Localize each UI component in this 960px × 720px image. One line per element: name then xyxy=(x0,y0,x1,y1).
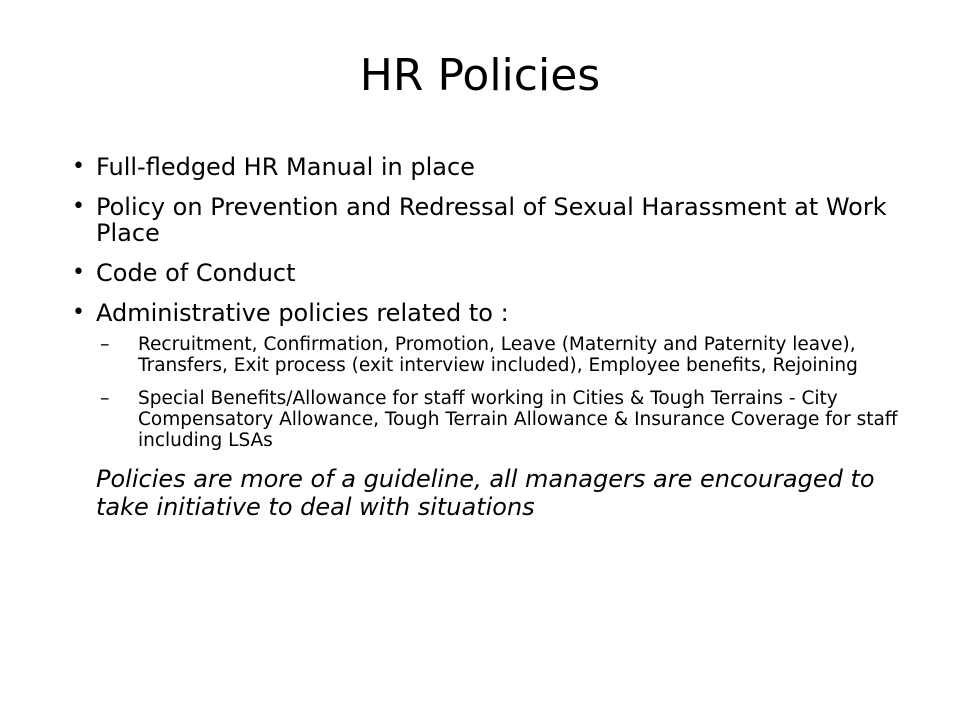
bullet-dot-icon: • xyxy=(72,260,85,285)
policy-note: Policies are more of a guideline, all managers are encouraged to take initiative to deal with situations xyxy=(96,465,875,521)
sub-bullet-special-benefits xyxy=(72,388,902,451)
sub-bullet-text: Special Benefits/Allowance for staff working in Cities & Tough Terrains - City Compensatory Allowance, Tough Terrain Allowance & Insurance Coverage for staff including LSAs xyxy=(138,388,898,451)
bullet-dot-icon: • xyxy=(72,194,85,219)
bullet-text: Policy on Prevention and Redressal of Sexual Harassment at Work Place xyxy=(96,193,887,247)
slide-body xyxy=(72,154,902,521)
sub-bullet-text: Recruitment, Confirmation, Promotion, Leave (Maternity and Paternity leave), Transfers, Exit process (exit interview included), Employee benefits, Rejoining xyxy=(138,334,858,376)
bullet-item-administrative-policies xyxy=(72,300,902,326)
dash-icon: – xyxy=(100,387,110,409)
bullet-dot-icon: • xyxy=(72,300,85,325)
bullet-text: Administrative policies related to : xyxy=(96,299,509,327)
bullet-dot-icon: • xyxy=(72,154,85,179)
bullet-item-hr-manual xyxy=(72,154,902,180)
sub-bullet-recruitment xyxy=(72,334,902,376)
dash-icon: – xyxy=(100,333,110,355)
bullet-text: Code of Conduct xyxy=(96,259,296,287)
bullet-item-code-of-conduct xyxy=(72,260,902,286)
slide-title: HR Policies xyxy=(359,50,601,101)
bullet-item-harassment-policy xyxy=(72,194,902,246)
bullet-text: Full-fledged HR Manual in place xyxy=(96,153,475,181)
